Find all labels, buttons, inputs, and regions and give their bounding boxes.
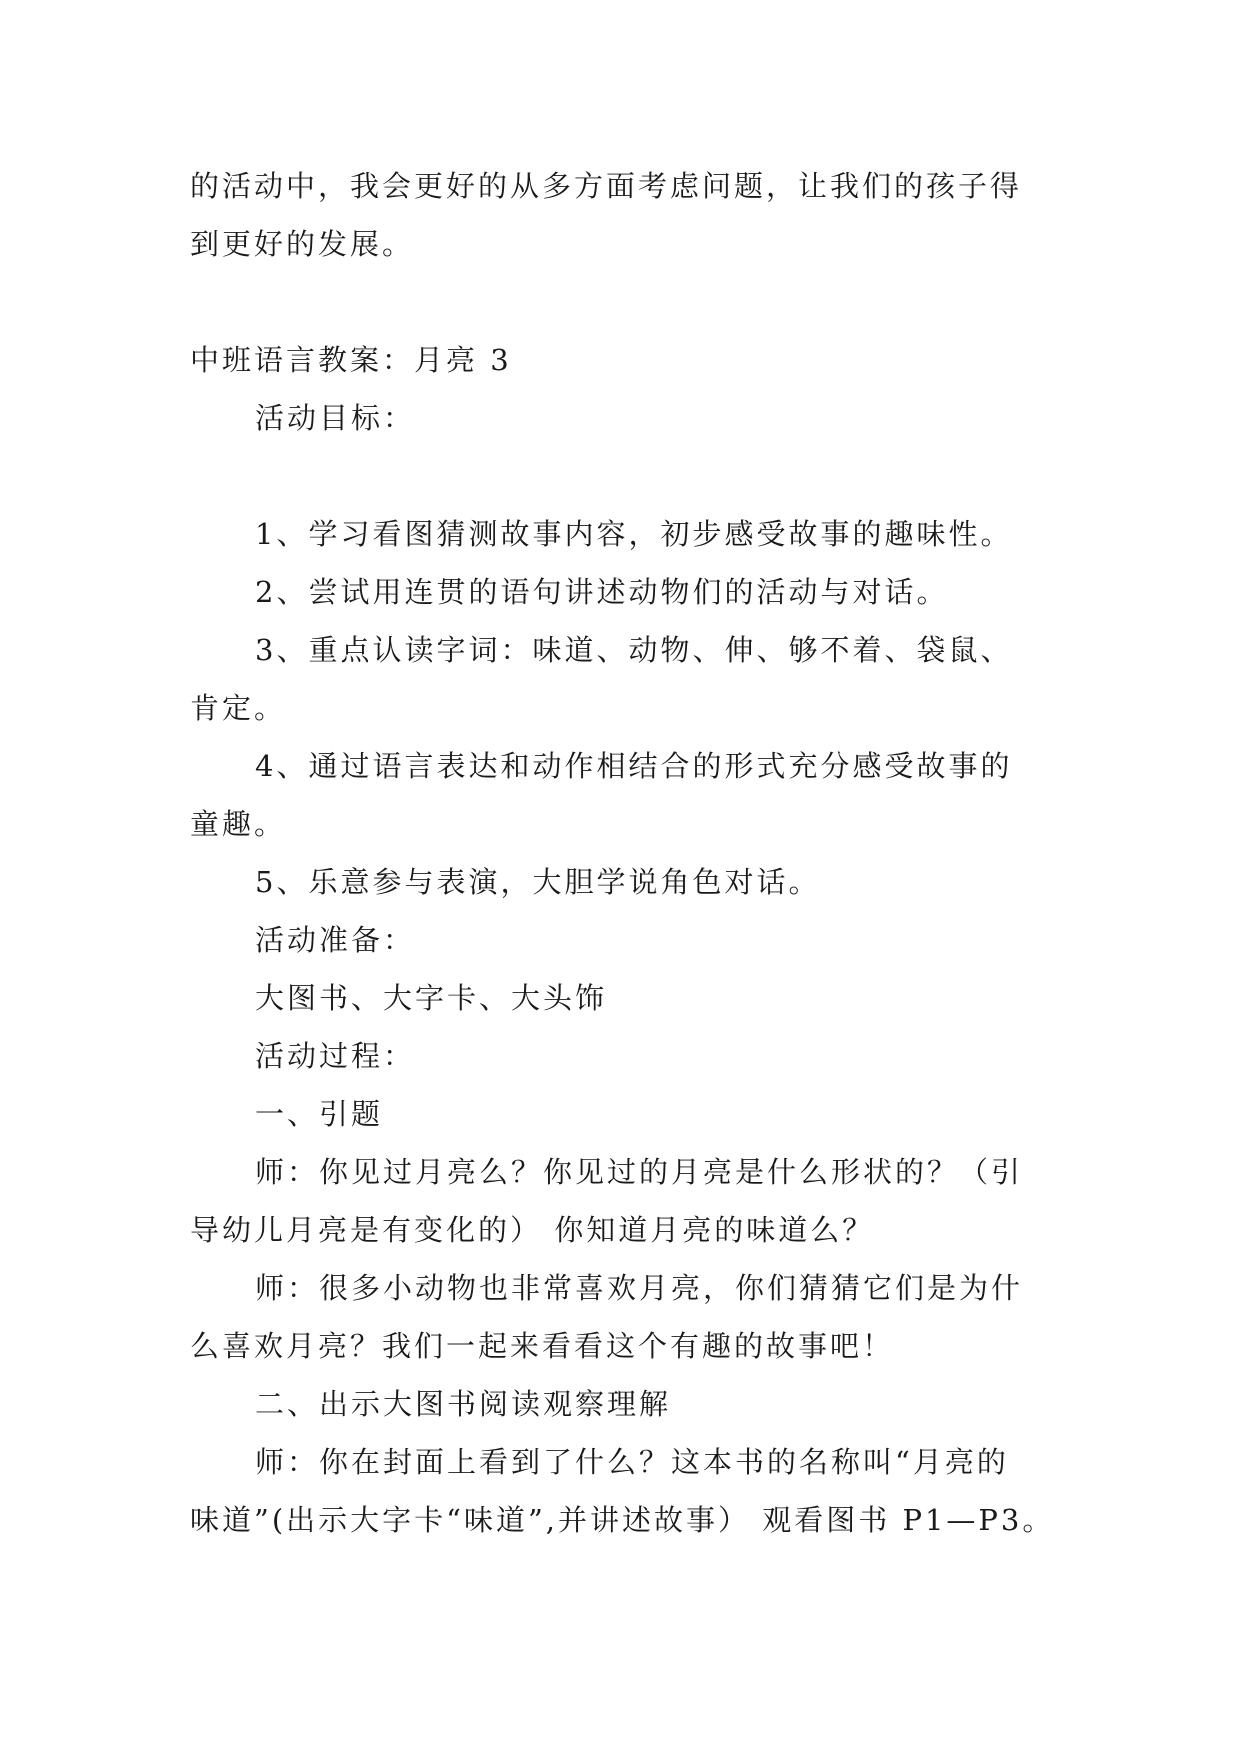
- text-line: 童趣。: [190, 807, 287, 841]
- text-line: 师：你见过月亮么？你见过的月亮是什么形状的？（引: [255, 1155, 1024, 1189]
- text-line: 师：你在封面上看到了什么？这本书的名称叫“月亮的: [255, 1445, 1009, 1479]
- text-line: 导幼儿月亮是有变化的） 你知道月亮的味道么？: [190, 1213, 875, 1247]
- heading-objectives: 活动目标：: [255, 401, 416, 435]
- text-line: 的活动中，我会更好的从多方面考虑问题，让我们的孩子得: [190, 169, 1023, 203]
- text-line: 肯定。: [190, 691, 287, 725]
- list-item: 3、重点认读字词：味道、动物、伸、够不着、袋鼠、: [255, 633, 1013, 667]
- subheading: 二、出示大图书阅读观察理解: [255, 1387, 672, 1421]
- text-line: 师：很多小动物也非常喜欢月亮，你们猜猜它们是为什: [255, 1271, 1024, 1305]
- subheading: 一、引题: [255, 1097, 384, 1131]
- list-item: 4、通过语言表达和动作相结合的形式充分感受故事的: [255, 749, 1013, 783]
- list-item: 5、乐意参与表演，大胆学说角色对话。: [255, 865, 821, 899]
- section-title: 中班语言教案：月亮 3: [190, 343, 512, 377]
- text-line: 到更好的发展。: [190, 227, 415, 261]
- list-item: 2、尝试用连贯的语句讲述动物们的活动与对话。: [255, 575, 949, 609]
- text-line: 么喜欢月亮？我们一起来看看这个有趣的故事吧！: [190, 1329, 895, 1363]
- heading-process: 活动过程：: [255, 1039, 416, 1073]
- text-line: 大图书、大字卡、大头饰: [255, 981, 608, 1015]
- list-item: 1、学习看图猜测故事内容，初步感受故事的趣味性。: [255, 517, 1013, 551]
- heading-preparation: 活动准备：: [255, 923, 416, 957]
- text-line: 味道”(出示大字卡“味道”,并讲述故事） 观看图书 P1—P3。: [190, 1503, 1055, 1537]
